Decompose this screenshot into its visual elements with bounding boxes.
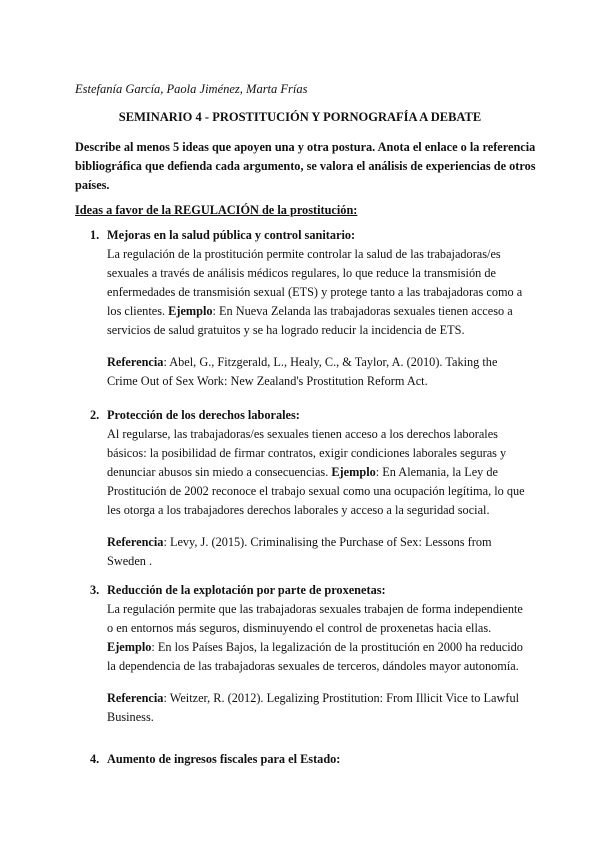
item-text: La regulación de la prostitución permite controlar la salud de las trabajadoras/es sexuales a través de análisis médicos regulares, lo que reduce la transmisión de enfermedades de transmisión sexual (ETS) y protege tanto a las trabajadoras como a los clientes. (107, 247, 523, 318)
page-title: SEMINARIO 4 - PROSTITUCIÓN Y PORNOGRAFÍA A DEBATE (118, 110, 482, 124)
list-item (90, 750, 530, 769)
item-title (90, 406, 530, 425)
item-paragraph (107, 600, 530, 676)
reference-text: : Weitzer, R. (2012). Legalizing Prostitution: From Illicit Vice to Lawful Business. (107, 691, 520, 724)
item-title-text: Mejoras en la salud pública y control sanitario: (107, 228, 356, 242)
reference-text: : Levy, J. (2015). Criminalising the Purchase of Sex: Lessons from Sweden . (107, 535, 492, 568)
reference-label: Referencia (107, 691, 164, 705)
item-number: 4. (90, 752, 100, 766)
item-body (107, 425, 530, 571)
item-title (90, 750, 530, 769)
example-text: : En Nueva Zelanda las trabajadoras sexuales tienen acceso a servicios de salud gratuitos y se ha logrado reducir la incidencia de ETS. (107, 304, 513, 337)
reference-text: : Abel, G., Fitzgerald, L., Healy, C., & Taylor, A. (2010). Taking the Crime Out of Sex Work: New Zealand's Prostitution Reform Act. (107, 355, 498, 388)
item-number: 1. (90, 228, 100, 242)
item-number: 2. (90, 408, 100, 422)
list-item (90, 406, 530, 571)
section-heading: Ideas a favor de la REGULACIÓN de la prostitución: (75, 203, 358, 217)
reference-paragraph (107, 533, 530, 571)
item-text: La regulación permite que las trabajadoras sexuales trabajen de forma independiente o en entornos más seguros, disminuyendo el control de proxenetas hacia ellas. (107, 602, 523, 635)
item-title-text: Protección de los derechos laborales: (107, 408, 300, 422)
reference-paragraph (107, 353, 530, 391)
authors: Estefanía García, Paola Jiménez, Marta Frías (75, 82, 308, 96)
instructions: Describe al menos 5 ideas que apoyen una y otra postura. Anota el enlace o la referencia bibliográfica que defienda cada argumento, se valora el análisis de experiencias de otros países. (75, 140, 536, 192)
list-item (90, 226, 530, 391)
item-title-text: Aumento de ingresos fiscales para el Estado: (107, 752, 341, 766)
example-label: Ejemplo (331, 465, 376, 479)
item-text: Al regularse, las trabajadoras/es sexuales tienen acceso a los derechos laborales básicos: la posibilidad de firmar contratos, exigir condiciones laborales seguras y denunciar abusos sin miedo a consecuencias. (107, 427, 507, 479)
item-paragraph (107, 425, 530, 520)
example-label: Ejemplo (107, 640, 152, 654)
list-item (90, 581, 530, 727)
item-paragraph (107, 245, 530, 340)
example-label: Ejemplo (168, 304, 213, 318)
item-title-text: Reducción de la explotación por parte de proxenetas: (107, 583, 386, 597)
example-text: : En Alemania, la Ley de Prostitución de 2002 reconoce el trabajo sexual como una ocupación legítima, lo que les otorga a los trabajadores derechos laborales y acceso a la seguridad social. (107, 465, 525, 517)
item-body (107, 600, 530, 727)
item-body (107, 245, 530, 391)
item-number: 3. (90, 583, 100, 597)
item-title (90, 581, 530, 600)
example-text: : En los Países Bajos, la legalización de la prostitución en 2000 ha reducido la dependencia de las trabajadoras sexuales de terceros, dándoles mayor autonomía. (107, 640, 523, 673)
reference-paragraph (107, 689, 530, 727)
item-title (90, 226, 530, 245)
reference-label: Referencia (107, 535, 164, 549)
reference-label: Referencia (107, 355, 164, 369)
